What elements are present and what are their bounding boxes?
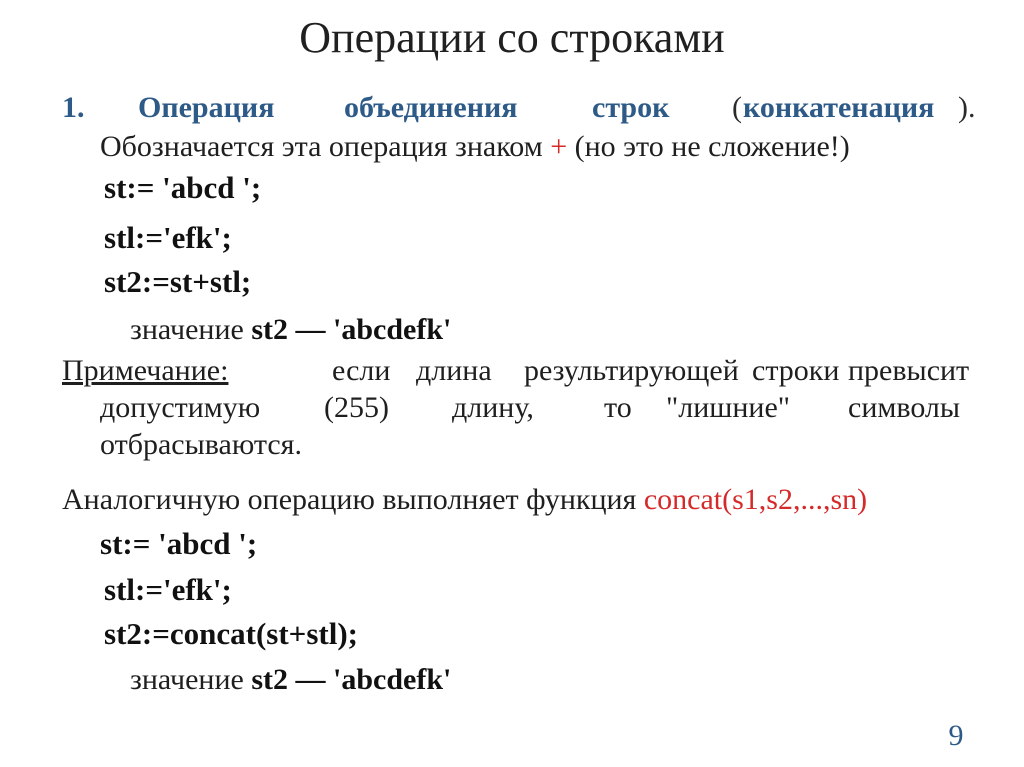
note-word: символы [848, 391, 961, 424]
page-number: 9 [948, 719, 964, 752]
note-paragraph [62, 352, 980, 463]
note-word: превысит [848, 354, 970, 387]
note-row-3 [62, 426, 980, 463]
item-1-description [100, 127, 850, 167]
code2-result [130, 660, 451, 700]
plus-sign: + [550, 130, 568, 163]
note-word: отбрасываются. [100, 428, 302, 461]
result-value: st2 — 'abcdefk' [251, 663, 452, 696]
heading-word-strings: строк [592, 91, 670, 124]
note-row-1 [62, 352, 980, 389]
code1-result [130, 310, 451, 350]
result-label: значение [130, 663, 252, 696]
heading-word-concatenation: конкатенация [743, 91, 935, 124]
description-text-end: (но это не сложение!) [567, 130, 850, 163]
result-label: значение [130, 313, 252, 346]
note-row-2 [62, 389, 980, 426]
code1-line-2: stl:='efk'; [104, 220, 232, 255]
heading-paren-open: ( [732, 91, 742, 124]
note-word: длина [416, 354, 492, 387]
code2-line-2: stl:='efk'; [104, 572, 232, 607]
analog-text: Аналогичную операцию выполняет функция [62, 483, 644, 516]
code1-line-1: st:= 'abcd '; [104, 170, 262, 205]
note-word: результирующей [524, 354, 739, 387]
note-word: строки [752, 354, 840, 387]
code2-line-3: st2:=concat(st+stl); [104, 616, 358, 651]
note-word: "лишние" [666, 391, 791, 424]
description-text-start: Обозначается эта операция знаком [100, 130, 551, 163]
concat-function: concat(s1,s2,...,sn) [643, 483, 868, 516]
analog-sentence [62, 480, 867, 520]
item-number: 1. [62, 91, 85, 124]
code1-line-3: st2:=st+stl; [104, 264, 252, 299]
note-label: Примечание: [62, 354, 229, 387]
heading-word-operation: Операция [138, 91, 275, 124]
result-value: st2 — 'abcdefk' [251, 313, 452, 346]
heading-word-union: объединения [344, 91, 518, 124]
note-word: длину, [452, 391, 534, 424]
note-word: то [604, 391, 632, 424]
heading-paren-close: ). [958, 91, 976, 124]
code2-line-1: st:= 'abcd '; [100, 526, 258, 561]
note-word: допустимую [100, 391, 261, 424]
slide-title: Операции со строками [299, 13, 725, 62]
item-1-heading [62, 88, 980, 128]
note-word: (255) [324, 391, 389, 424]
note-word: если [332, 354, 391, 387]
